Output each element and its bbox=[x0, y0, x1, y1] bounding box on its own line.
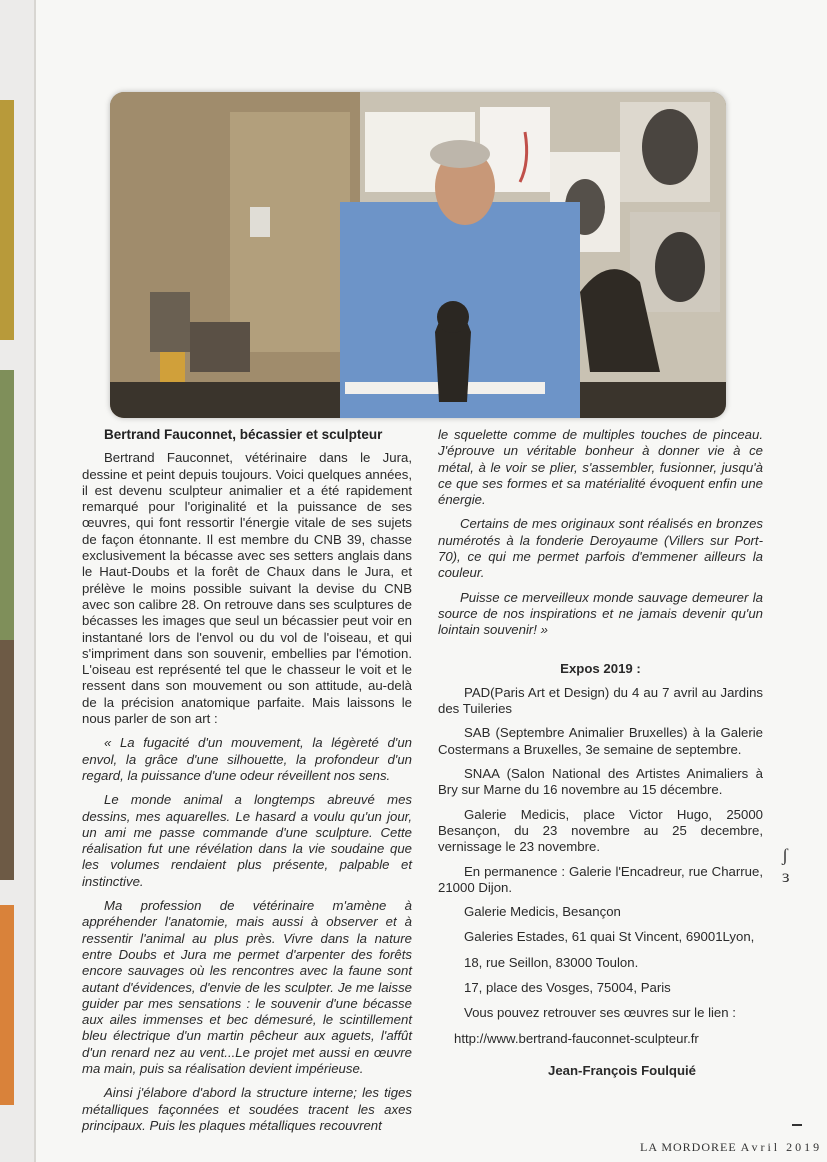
expo-item bbox=[438, 766, 763, 799]
gallery-line: Galerie Medicis, Besançon bbox=[464, 904, 621, 920]
gallery-line: Vous pouvez retrouver ses œuvres sur le lien : bbox=[464, 1005, 736, 1021]
footer-magazine: LA MORDOREE bbox=[640, 1140, 737, 1154]
expo-item-first: Galerie Medicis, place Victor Hugo, 25000 bbox=[464, 806, 763, 822]
expo-item-first: SAB (Septembre Animalier Bruxelles) à la Galerie bbox=[464, 725, 763, 741]
corner-dash bbox=[792, 1124, 802, 1126]
article-title: Bertrand Fauconnet, bécassier et sculpteur bbox=[104, 427, 383, 442]
article-paragraph: Ma profession de vétérinaire m'amène à appréhender l'anatomie, mais aussi à observer et à ressentir l'animal au plus près. Vivre dans la nature entre Doubs et Jura me permet d'arpenter des forêts encore sauvages où les rencontres avec la faune sont autant d'évidences, d'envie de les sculpter. Je me laisse guider par mes sensations : le souvenir d'une bécasse aux ailes immenses et bec démesuré, le scintillement bleu électrique d'un martin pêcheur aux aguets, l'affût d'un renard nez au vent...Le projet met aussi en œuvre ma main, puis sa réalisation devient impérieuse. bbox=[82, 898, 412, 1076]
article-right-column bbox=[438, 427, 763, 1087]
expo-item-rest: Costermans a Bruxelles, 3e semaine de septembre. bbox=[438, 741, 742, 757]
article-paragraph: Puisse ce merveilleux monde sauvage demeurer la source de nos inspirations et ne jamais devenir qu'un lointain souvenir! » bbox=[438, 589, 763, 638]
page-footer bbox=[640, 1140, 822, 1155]
gallery-line: 17, place des Vosges, 75004, Paris bbox=[464, 980, 671, 996]
expo-item-first: SNAA (Salon National des Artistes Animaliers à Bry bbox=[438, 766, 763, 798]
author-signature: Jean-François Foulquié bbox=[548, 1062, 697, 1078]
footer-date: Avril 2019 bbox=[740, 1140, 823, 1154]
gallery-line: 18, rue Seillon, 83000 Toulon. bbox=[464, 954, 639, 970]
expo-item-rest: 21000 Dijon. bbox=[438, 879, 513, 895]
article-paragraph: Ainsi j'élabore d'abord la structure interne; les tiges métalliques façonnées et soudées tracent les axes principaux. Puis les plaques métalliques recouvrent bbox=[82, 1085, 412, 1133]
sculptor-photo bbox=[110, 92, 726, 418]
expo-item-rest: sur Marne du 16 novembre au 15 décembre. bbox=[461, 782, 723, 798]
article-paragraph: le squelette comme de multiples touches de pinceau. J'éprouve un véritable bonheur à donner vie à ce métal, à le voir se plier, s'assembler, fusionner, jusqu'à ce que ses formes et sa matérialité évoquent enfin une énergie. bbox=[438, 427, 763, 508]
gallery-line: Galeries Estades, 61 quai St Vincent, 69001Lyon, bbox=[464, 929, 755, 945]
adjacent-page-strip bbox=[0, 370, 14, 640]
adjacent-page-strip bbox=[0, 100, 14, 340]
expo-item-rest: des Tuileries bbox=[438, 701, 513, 717]
article-paragraph: Bertrand Fauconnet, vétérinaire dans le Jura, dessine et peint depuis toujours. Voici quelques années, il est devenu sculpteur animalier et a été rapidement remarqué pour l'originalité et la puissance de ses œuvres, qui font ressortir l'énergie vitale de ses sujets de façon étonnante. Il est membre du CNB 39, chasse exclusivement la bécasse avec ses setters anglais dans le Haut-Doubs et la forêt de Chaux dans le Jura, et prélève le moins possible suivant la devise du CNB avec son calibre 28. On retrouve dans ses sculptures de bécasses les images que seul un bécassier peut voir en instantané lors de l'envol ou du vol de l'oiseau, et qui s'impriment dans son souvenir, embellies par l'émotion. L'oiseau est représenté tel que le chasseur le voit et le ressent dans son mouvement ou son attitude, au-delà de la précision anatomique parfaite. Mais laissons le nous parler de son art : bbox=[82, 450, 412, 727]
adjacent-page-strip bbox=[0, 905, 14, 1105]
article-paragraph: Le monde animal a longtemps abreuvé mes dessins, mes aquarelles. Le hasard a voulu qu'un jour, un ami me passe commande d'une sculpture. Cette réalisation fut une révélation dans la vie soudaine que les volumes rendaient plus présente, palpable et instinctive. bbox=[82, 792, 412, 889]
article-paragraph: Certains de mes originaux sont réalisés en bronzes numérotés à la fonderie Deroyaume (Villers sur Port-70), ce qui me permet parfois d'emmener ailleurs la couleur. bbox=[438, 516, 763, 581]
adjacent-page-strip bbox=[0, 640, 14, 880]
expo-item bbox=[438, 685, 763, 718]
article-left-column bbox=[82, 427, 412, 1142]
expo-item bbox=[438, 864, 763, 897]
expos-title: Expos 2019 : bbox=[560, 660, 641, 676]
expo-item-rest: Besançon, du 23 novembre au 25 decembre, vernissage le 23 novembre. bbox=[438, 822, 763, 855]
expo-item bbox=[438, 807, 763, 856]
expo-item bbox=[438, 725, 763, 758]
article-paragraph: « La fugacité d'un mouvement, la légèreté d'un envol, la grâce d'une silhouette, la profondeur d'un regard, la puissance d'une odeur réveillent nos sens. bbox=[82, 735, 412, 783]
expo-item-first: En permanence : Galerie l'Encadreur, rue Charrue, bbox=[464, 863, 763, 879]
expo-item-first: PAD(Paris Art et Design) du 4 au 7 avril au Jardins bbox=[464, 684, 763, 700]
website-link[interactable]: http://www.bertrand-fauconnet-sculpteur.fr bbox=[454, 1030, 699, 1046]
margin-scribble: ʃ ɜ bbox=[782, 845, 790, 886]
